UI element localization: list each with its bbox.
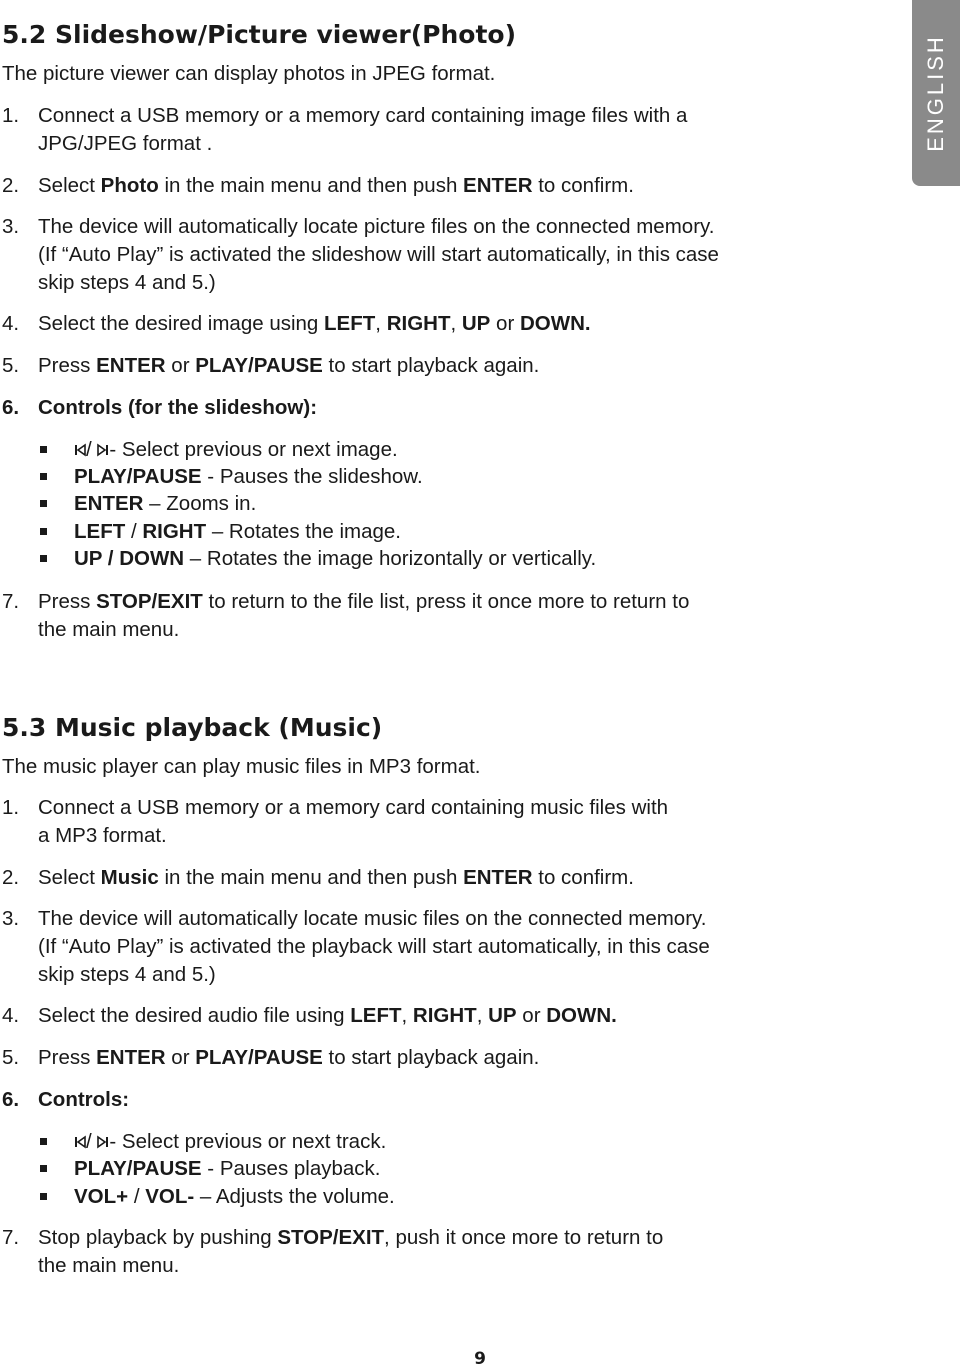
step-text: Select Photo in the main menu and then push ENTER to confirm. [38, 174, 634, 197]
step-text: Controls: [38, 1088, 130, 1111]
bullet-square [40, 446, 47, 453]
step-number: 6. [2, 396, 20, 419]
language-label: ENGLISH [923, 34, 948, 152]
step-text: Stop playback by pushing STOP/EXIT, push it once more to return to [38, 1226, 664, 1249]
skip-previous-icon [74, 1135, 86, 1149]
photo-intro: The picture viewer can display photos in JPEG format. [2, 62, 496, 85]
music-step-5 [2, 1044, 540, 1072]
control-text: VOL+ / VOL- – Adjusts the volume. [74, 1185, 395, 1208]
music-intro: The music player can play music files in MP3 format. [2, 755, 481, 778]
step-text: Press ENTER or PLAY/PAUSE to start playback again. [38, 354, 540, 377]
step-text: a MP3 format. [38, 824, 167, 847]
step-number: 1. [2, 104, 20, 127]
photo-step-3 [2, 213, 719, 294]
control-text: PLAY/PAUSE - Pauses playback. [74, 1157, 381, 1180]
music-step-2 [2, 864, 634, 892]
bullet-square [40, 555, 47, 562]
step-number: 4. [2, 312, 20, 335]
step-text: (If “Auto Play” is activated the playback will start automatically, in this case [38, 935, 710, 958]
language-tab [912, 0, 960, 186]
step-text: Select Music in the main menu and then push ENTER to confirm. [38, 866, 634, 889]
bullet-square [40, 473, 47, 480]
skip-next-icon [97, 1135, 109, 1149]
music-step-4 [2, 1002, 617, 1030]
step-text: Press ENTER or PLAY/PAUSE to start playback again. [38, 1046, 540, 1069]
step-text: JPG/JPEG format . [38, 132, 213, 155]
bullet-square [40, 1165, 47, 1172]
photo-section-title: 5.2 Slideshow/Picture viewer(Photo) [2, 20, 516, 49]
music-step-6 [2, 1086, 130, 1114]
step-text: Press STOP/EXIT to return to the file list, press it once more to return to [38, 590, 690, 613]
music-step-1 [2, 794, 669, 847]
photo-step-7 [2, 588, 690, 641]
step-text: the main menu. [38, 1254, 180, 1277]
music-section-title: 5.3 Music playback (Music) [2, 713, 383, 742]
step-number: 5. [2, 1046, 20, 1069]
step-text: Connect a USB memory or a memory card containing music files with [38, 796, 669, 819]
step-text: Select the desired image using LEFT, RIGHT, UP or DOWN. [38, 312, 591, 335]
control-text: LEFT / RIGHT – Rotates the image. [74, 520, 401, 543]
step-text: The device will automatically locate picture files on the connected memory. [38, 215, 715, 238]
control-text: / - Select previous or next image. [74, 436, 398, 464]
skip-previous-icon [74, 443, 86, 457]
step-text: skip steps 4 and 5.) [38, 271, 216, 294]
step-number: 3. [2, 215, 20, 238]
step-number: 1. [2, 796, 20, 819]
page-number: 9 [474, 1349, 486, 1369]
step-text: Controls (for the slideshow): [38, 396, 318, 419]
step-text: Connect a USB memory or a memory card containing image files with a [38, 104, 688, 127]
skip-next-icon [97, 443, 109, 457]
music-step-7 [2, 1224, 664, 1277]
bullet-square [40, 528, 47, 535]
photo-step-5 [2, 352, 540, 380]
step-text: skip steps 4 and 5.) [38, 963, 216, 986]
step-text: the main menu. [38, 618, 180, 641]
step-number: 5. [2, 354, 20, 377]
photo-step-1 [2, 102, 688, 155]
control-text: / - Select previous or next track. [74, 1128, 386, 1156]
step-text: Select the desired audio file using LEFT, RIGHT, UP or DOWN. [38, 1004, 617, 1027]
step-number: 2. [2, 174, 20, 197]
step-number: 7. [2, 590, 20, 613]
photo-step-4 [2, 310, 591, 338]
step-number: 7. [2, 1226, 20, 1249]
photo-step-6 [2, 394, 318, 422]
bullet-square [40, 1138, 47, 1145]
step-number: 2. [2, 866, 20, 889]
bullet-square [40, 1193, 47, 1200]
step-text: The device will automatically locate music files on the connected memory. [38, 907, 707, 930]
step-number: 3. [2, 907, 20, 930]
control-text: UP / DOWN – Rotates the image horizontally or vertically. [74, 547, 597, 570]
step-number: 6. [2, 1088, 20, 1111]
music-step-3 [2, 905, 710, 986]
photo-step-2 [2, 172, 634, 200]
control-text: ENTER – Zooms in. [74, 492, 257, 515]
step-text: (If “Auto Play” is activated the slideshow will start automatically, in this case [38, 243, 719, 266]
bullet-square [40, 500, 47, 507]
control-text: PLAY/PAUSE - Pauses the slideshow. [74, 465, 423, 488]
step-number: 4. [2, 1004, 20, 1027]
